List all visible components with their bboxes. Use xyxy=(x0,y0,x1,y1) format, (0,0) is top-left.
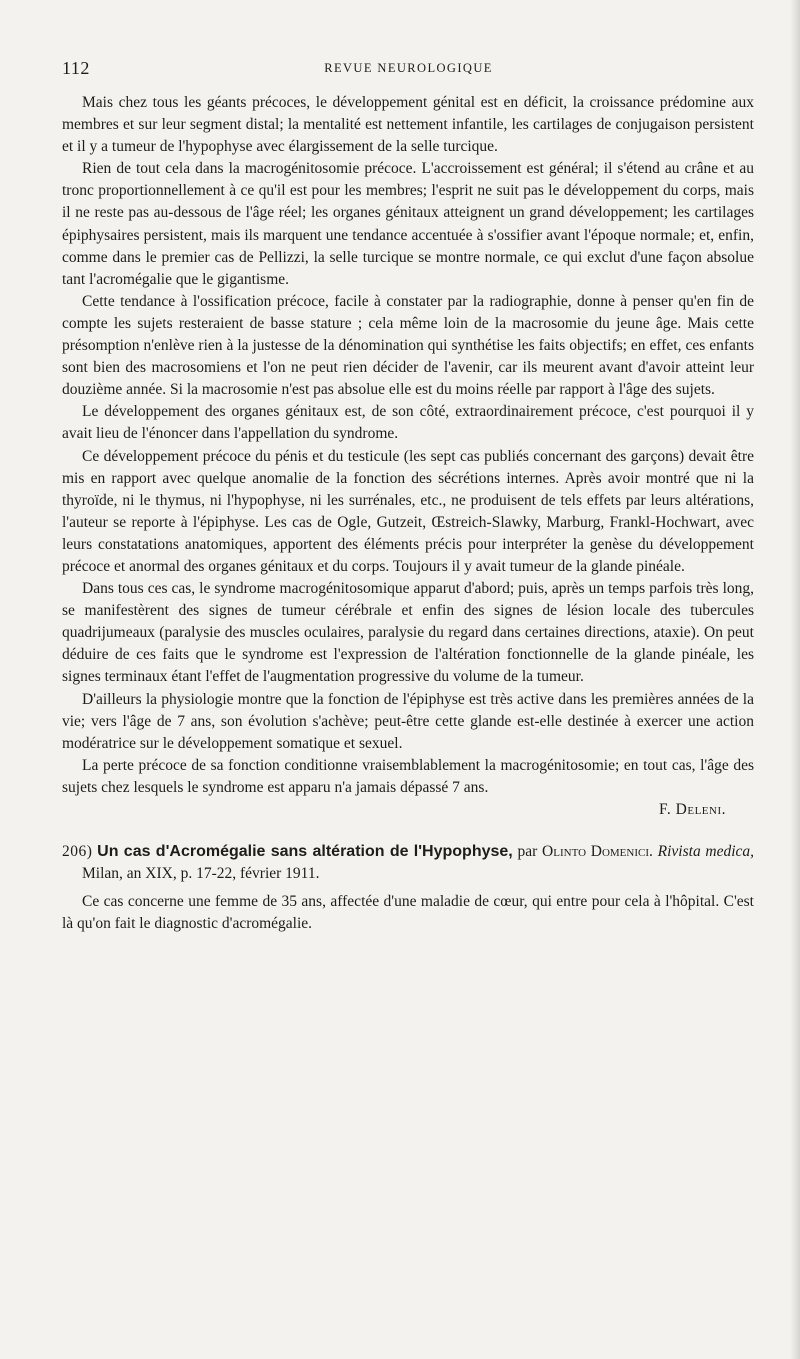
paragraph: Ce développement précoce du pénis et du testicule (les sept cas publiés concernant des garçons) devait être mis en rapport avec quelque anomalie de la fonction des sécrétions internes. Après avoir montré que ni la thyroïde, ni le thymus, ni l'hypophyse, ni les surrénales, etc., ne produisent de tels effets par leurs altérations, l'auteur se reporte à l'épiphyse. Les cas de Ogle, Gutzeit, Œstreich-Slawky, Marburg, Frankl-Hochwart, avec leurs constatations anatomiques, apportent des éléments précis pour interpréter la genèse du développement précoce et anormal des organes génitaux et du corps. Toujours il y avait tumeur de la glande pinéale. xyxy=(62,447,754,575)
paragraph: D'ailleurs la physiologie montre que la fonction de l'épiphyse est très active dans les premières années de la vie; vers l'âge de 7 ans, son évolution s'achève; peut-être cette glande est-elle destinée à exercer une action modératrice sur le développement somatique et sexuel. xyxy=(62,690,754,752)
page-number: 112 xyxy=(62,58,90,78)
running-title: REVUE NEUROLOGIQUE xyxy=(324,61,493,75)
signature-line xyxy=(62,799,754,821)
paragraph-last: La perte précoce de sa fonction conditionne vraisemblablement la macrogénitosomie; en tout cas, l'âge des sujets chez lesquels le syndrome est apparu n'a jamais dépassé 7 ans. xyxy=(62,756,754,796)
page-edge-shadow xyxy=(790,0,800,1359)
paragraph: Le développement des organes génitaux est, de son côté, extraordinairement précoce, c'est pourquoi il y avait lieu de l'énoncer dans l'appellation du syndrome. xyxy=(62,403,754,443)
abstract-title: Un cas d'Acromégalie sans altération de l'Hypophyse, xyxy=(97,843,513,861)
paragraph: Cette tendance à l'ossification précoce, facile à constater par la radiographie, donne à penser qu'en fin de compte les sujets resteraient de basse stature ; cela même loin de la macrosomie du jeune âge. Mais cette présomption n'enlève rien à la justesse de la dénomination qui synthétise les faits objectifs; en effet, ces enfants sont bien des macrosomiens et l'on ne peut rien décider de l'avenir, car ils meurent avant d'avoir atteint leur douzième année. Si la macrosomie n'est pas absolue elle est du moins réelle par rapport à l'âge des sujets. xyxy=(62,292,754,399)
paragraph: Mais chez tous les géants précoces, le développement génital est en déficit, la croissance prédomine aux membres et sur leur segment distal; la mentalité est nettement infantile, les cartilages de conjugaison persistent et il y a tumeur de l'hypophyse avec élargissement de la selle turcique. xyxy=(62,94,754,156)
abstract-by: par xyxy=(517,843,538,861)
paragraph: Rien de tout cela dans la macrogénitosomie précoce. L'accroissement est général; il s'étend au crâne et au tronc proportionnellement à ce qu'il est pour les membres; l'esprit ne suit pas le développement du corps, mais il ne reste pas au-dessous de l'âge réel; les organes génitaux atteignent un grand développement; les cartilages épiphysaires persistent, mais ils marquent une tendance accentuée à s'ossifier avant l'époque normale; et, enfin, comme dans le premier cas de Pellizzi, la selle turcique se montre normale, ce qui exclut d'une façon absolue tant l'acromégalie que le gigantisme. xyxy=(62,160,754,288)
abstract-number: 206) xyxy=(62,843,93,861)
abstract-citation: Milan, an XIX, p. 17-22, février 1911. xyxy=(82,865,320,883)
page-header xyxy=(62,58,755,80)
abstract-author: Olinto Domenici. xyxy=(542,843,653,861)
paragraph: Dans tous ces cas, le syndrome macrogénitosomique apparut d'abord; puis, après un temps parfois très long, se manifestèrent des signes de tumeur cérébrale et enfin des signes de lésion locale des tubercules quadrijumeaux (paralysie des muscles oculaires, paralysie du regard dans certaines directions, ataxie). On peut déduire de ces faits que le syndrome est l'expression de l'altération fonctionnelle de la glande pinéale, les signes terminaux étant l'effet de l'augmentation progressive du volume de la tumeur. xyxy=(62,580,754,686)
signature: F. Deleni. xyxy=(659,801,726,818)
abstract-journal: Rivista medica, xyxy=(657,843,755,861)
abstract-entry xyxy=(62,841,754,885)
article-body-text xyxy=(62,92,754,935)
abstract-body: Ce cas concerne une femme de 35 ans, affectée d'une maladie de cœur, qui entre pour cela à l'hôpital. C'est là qu'on fait le diagnostic d'acromégalie. xyxy=(62,893,754,933)
